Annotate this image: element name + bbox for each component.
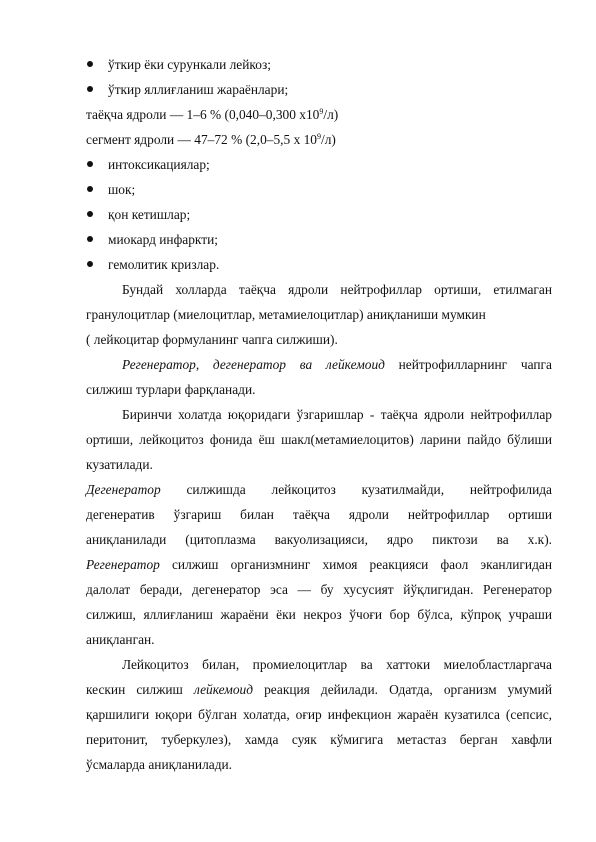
list-item: интоксикациялар; bbox=[86, 152, 552, 177]
list-item: миокард инфаркти; bbox=[86, 227, 552, 252]
list-item: қон кетишлар; bbox=[86, 202, 552, 227]
paragraph-line: ўсмаларда аниқланилади. bbox=[86, 757, 233, 772]
paragraph-line: қаршилиги юқори бўлган холатда, оғир инфекцион жараён кузатилса (сепсис, bbox=[86, 707, 552, 722]
paragraph-line: кескин силжиш лейкемоид реакция дейилади. Одатда, организм умумий bbox=[86, 682, 552, 697]
paragraph-line: перитонит, туберкулез), хамда суяк кўмигига метастаз берган хавфли bbox=[86, 732, 552, 747]
paragraph-line: Биринчи холатда юқоридаги ўзгаришлар - таёқча ядроли нейтрофиллар bbox=[122, 407, 552, 422]
paragraph-line: силжиш, яллиғланиш жараёни ёки некроз ўчоғи бор бўлса, кўпроқ учраши bbox=[86, 607, 552, 622]
paragraph-line: Регенератор, дегенератор ва лейкемоид нейтрофилларнинг чапга bbox=[122, 357, 552, 372]
list-item: шок; bbox=[86, 177, 552, 202]
paragraph-line: Дегенератор силжишда лейкоцитоз кузатилмайди, нейтрофилида bbox=[86, 482, 552, 497]
band-neutrophil-norm: таёқча ядроли — 1–6 % (0,040–0,300 $х10^9/л$) bbox=[86, 107, 339, 122]
bullet-icon bbox=[87, 186, 93, 192]
paragraph-line: далолат беради, дегенератор эса — бу хусусият йўқлигидан. Регенератор bbox=[86, 582, 552, 597]
paragraph-line: ортиши, лейкоцитоз фонида ёш шакл(метамиелоцитов) ларини пайдо бўлиши bbox=[86, 432, 552, 447]
paragraph-line: кузатилади. bbox=[86, 457, 153, 472]
paragraph-line: ( лейкоцитар формуланинг чапга силжиши). bbox=[86, 332, 338, 347]
paragraph-line: аниқланилади (цитоплазма вакуолизацияси, ядро пиктози ва х.к). bbox=[86, 532, 552, 547]
bullet-icon bbox=[87, 211, 93, 217]
paragraph-line: силжиш турлари фарқланади. bbox=[86, 382, 256, 397]
bullet-icon bbox=[87, 161, 93, 167]
list-item: ўткир яллиғланиш жараёнлари; bbox=[86, 77, 552, 102]
bullet-icon bbox=[87, 61, 93, 67]
paragraph-line: аниқланган. bbox=[86, 632, 155, 647]
document-body bbox=[86, 52, 552, 777]
list-item: гемолитик кризлар. bbox=[86, 252, 552, 277]
bullet-icon bbox=[87, 236, 93, 242]
segment-neutrophil-norm: сегмент ядроли — 47–72 % (2,0–5,5 х $10^9/л$) bbox=[86, 132, 336, 147]
bullet-icon bbox=[87, 86, 93, 92]
paragraph-line: дегенератив ўзгариш билан таёқча ядроли нейтрофиллар ортиши bbox=[86, 507, 552, 522]
paragraph-line: Бундай холларда таёқча ядроли нейтрофиллар ортиши, етилмаган bbox=[122, 282, 552, 297]
list-item: ўткир ёки сурункали лейкоз; bbox=[86, 52, 552, 77]
bullet-icon bbox=[87, 261, 93, 267]
paragraph-line: гранулоцитлар (миелоцитлар, метамиелоцитлар) аниқланиши мумкин bbox=[86, 307, 486, 322]
paragraph-line: Регенератор силжиш организмнинг химоя реакцияси фаол эканлигидан bbox=[86, 557, 552, 572]
paragraph-line: Лейкоцитоз билан, промиелоцитлар ва хаттоки миелобластларгача bbox=[122, 657, 552, 672]
